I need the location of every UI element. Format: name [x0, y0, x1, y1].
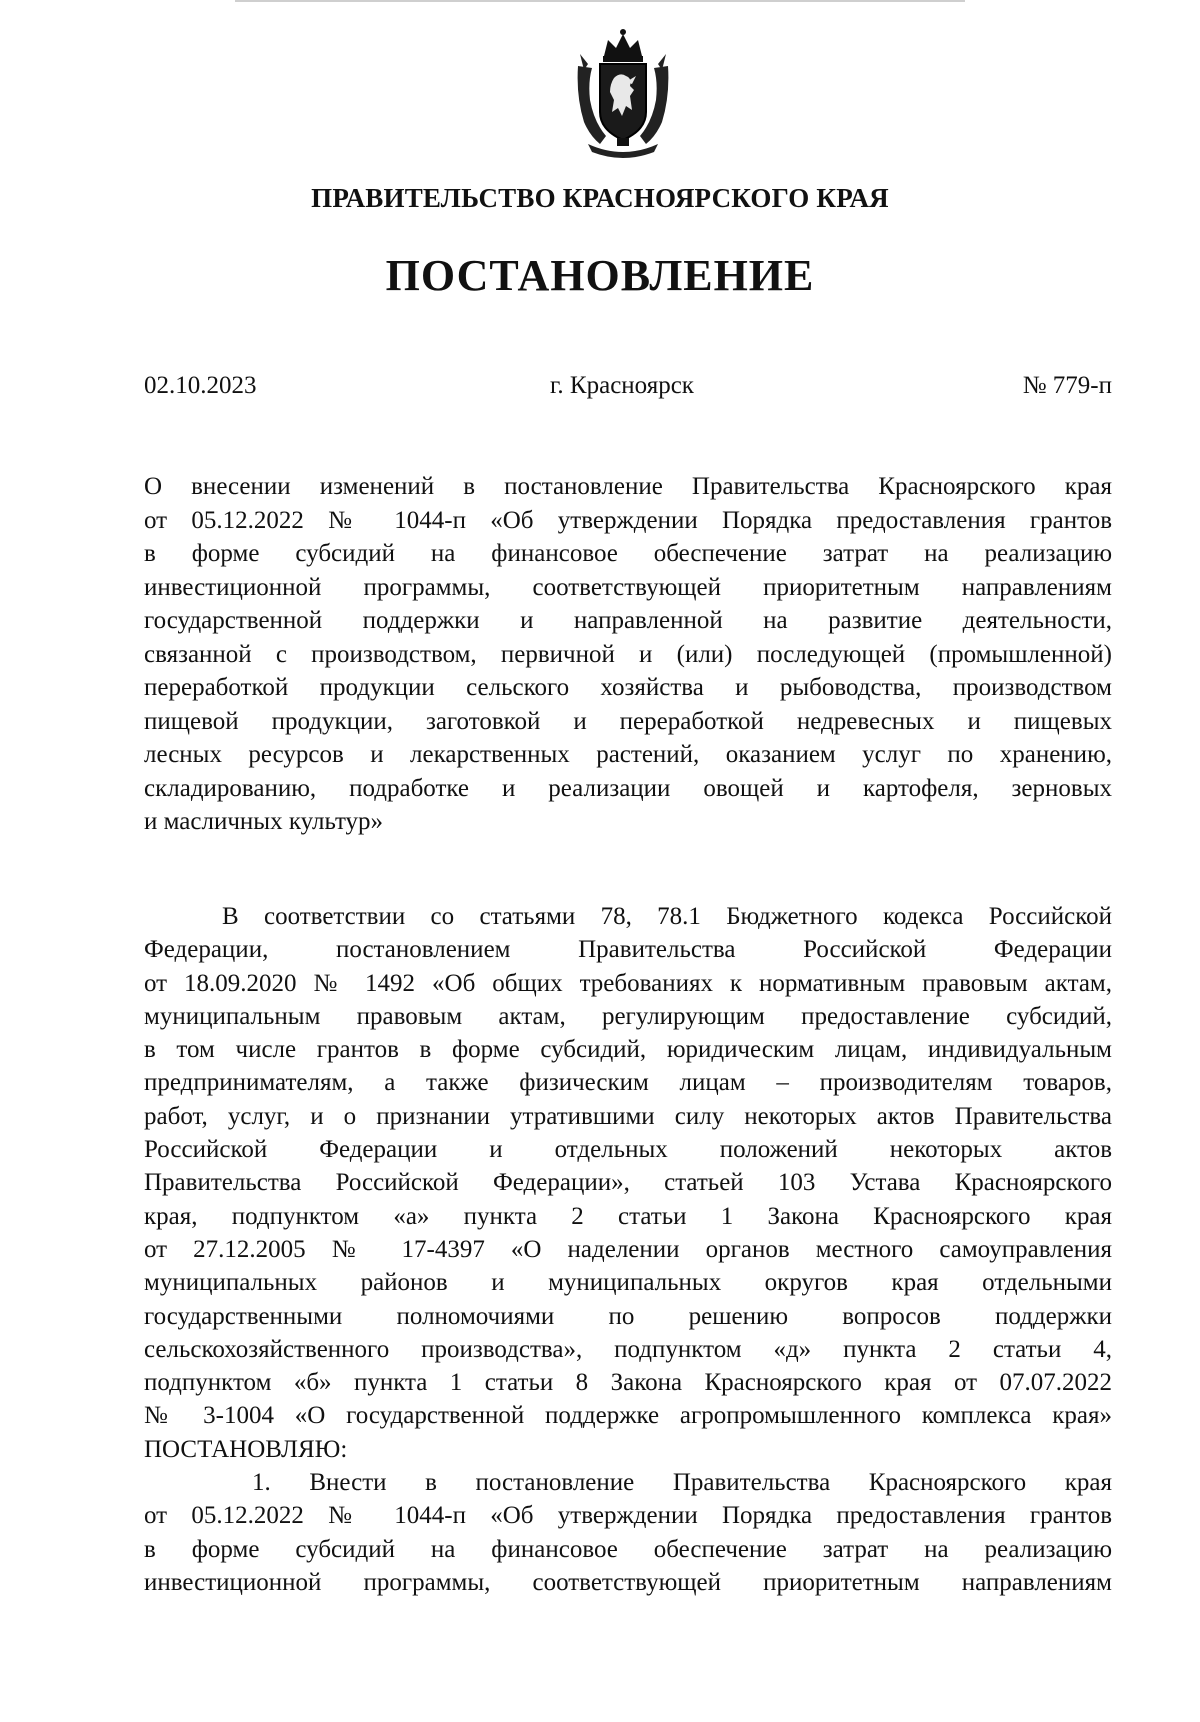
scan-top-edge [235, 0, 965, 2]
title-line: государственной поддержки и направленной на развитие деятельности, [144, 607, 1112, 634]
document-title [144, 470, 1112, 839]
title-line: пищевой продукции, заготовкой и переработкой недревесных и пищевых [144, 707, 1112, 735]
body-line: Правительства Российской Федерации», статьей 103 Устава Красноярского [144, 1169, 1112, 1197]
title-line: и масличных культур» [144, 808, 384, 835]
body-line: от 18.09.2020 № 1492 «Об общих требованиях к нормативным правовым актам, [144, 969, 1112, 997]
body-line: края, подпунктом «а» пункта 2 статьи 1 Закона Красноярского края [144, 1202, 1112, 1230]
body-line: № 3-1004 «О государственной поддержке агропромышленного комплекса края» [144, 1402, 1112, 1430]
resolution-word: ПОСТАНОВЛЯЮ: [144, 1435, 348, 1463]
body-line: от 05.12.2022 № 1044-п «Об утверждении Порядка предоставления грантов [144, 1502, 1112, 1530]
body-line: предпринимателям, а также физическим лицам – производителям товаров, [144, 1069, 1112, 1097]
title-line: в форме субсидий на финансовое обеспечение затрат на реализацию [144, 540, 1112, 567]
body-line: муниципальным правовым актам, регулирующим предоставление субсидий, [144, 1002, 1112, 1030]
body-line: муниципальных районов и муниципальных округов края отдельными [144, 1269, 1112, 1297]
title-line: от 05.12.2022 № 1044-п «Об утверждении Порядка предоставления грантов [144, 506, 1112, 534]
document-city: г. Красноярск [550, 372, 694, 399]
title-line: переработкой продукции сельского хозяйства и рыбоводства, производством [144, 674, 1112, 701]
document-number: № 779-п [1022, 372, 1112, 399]
document-body [144, 900, 1112, 1599]
body-line: в форме субсидий на финансовое обеспечение затрат на реализацию [144, 1535, 1112, 1563]
body-line: инвестиционной программы, соответствующей приоритетным направлениям [144, 1568, 1112, 1596]
coat-of-arms-icon [570, 26, 676, 160]
title-line: инвестиционной программы, соответствующей приоритетным направлениям [144, 573, 1112, 601]
body-line: 1. Внести в постановление Правительства Красноярского края [252, 1469, 1112, 1497]
title-line: связанной с производством, первичной и (или) последующей (промышленной) [144, 640, 1112, 668]
body-line: от 27.12.2005 № 17-4397 «О наделении органов местного самоуправления [144, 1235, 1112, 1263]
body-line: сельскохозяйственного производства», подпунктом «д» пункта 2 статьи 4, [144, 1335, 1112, 1363]
title-line: лесных ресурсов и лекарственных растений, оказанием услуг по хранению, [144, 741, 1112, 768]
document-type: ПОСТАНОВЛЕНИЕ [385, 251, 815, 300]
body-line: государственными полномочиями по решению вопросов поддержки [144, 1302, 1112, 1330]
document-date: 02.10.2023 [144, 372, 257, 399]
body-line: В соответствии со статьями 78, 78.1 Бюджетного кодекса Российской [222, 903, 1112, 930]
body-line: работ, услуг, и о признании утратившими силу некоторых актов Правительства [144, 1102, 1112, 1130]
title-line: О внесении изменений в постановление Правительства Красноярского края [144, 473, 1112, 500]
body-line: в том числе грантов в форме субсидий, юридическим лицам, индивидуальным [144, 1036, 1112, 1064]
body-line: Российской Федерации и отдельных положений некоторых актов [144, 1136, 1112, 1164]
body-line: Федерации, постановлением Правительства Российской Федерации [144, 936, 1112, 964]
government-name: ПРАВИТЕЛЬСТВО КРАСНОЯРСКОГО КРАЯ [311, 183, 889, 213]
body-line: подпунктом «б» пункта 1 статьи 8 Закона Красноярского края от 07.07.2022 [144, 1369, 1112, 1397]
title-line: складированию, подработке и реализации овощей и картофеля, зерновых [144, 774, 1112, 802]
